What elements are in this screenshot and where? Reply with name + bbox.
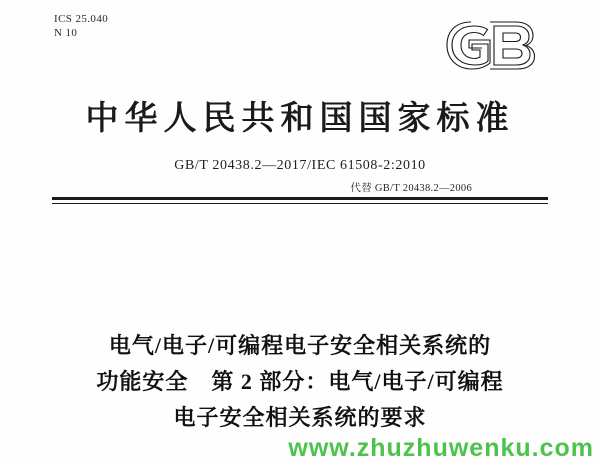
- ccs-number: N 10: [54, 27, 78, 39]
- document-title-line-1: 电气/电子/可编程电子安全相关系统的: [108, 333, 492, 358]
- ics-classification-block: [54, 12, 108, 40]
- standard-number: GB/T 20438.2—2017/IEC 61508-2:2010: [174, 158, 426, 173]
- divider-thin: [52, 203, 548, 204]
- ics-number: ICS 25.040: [54, 13, 109, 25]
- document-title-line-3: 电子安全相关系统的要求: [173, 405, 427, 430]
- gb-logo-icon: [430, 14, 548, 76]
- divider-thick: [52, 197, 548, 200]
- replaces-note: 代替 GB/T 20438.2—2006: [350, 183, 472, 194]
- document-title-line-2: 功能安全 第 2 部分：电气/电子/可编程: [96, 369, 504, 394]
- watermark-text: www.zhuzhuwenku.com: [288, 434, 594, 462]
- document-title: [60, 328, 540, 436]
- page-title: 中华人民共和国国家标准: [85, 101, 515, 137]
